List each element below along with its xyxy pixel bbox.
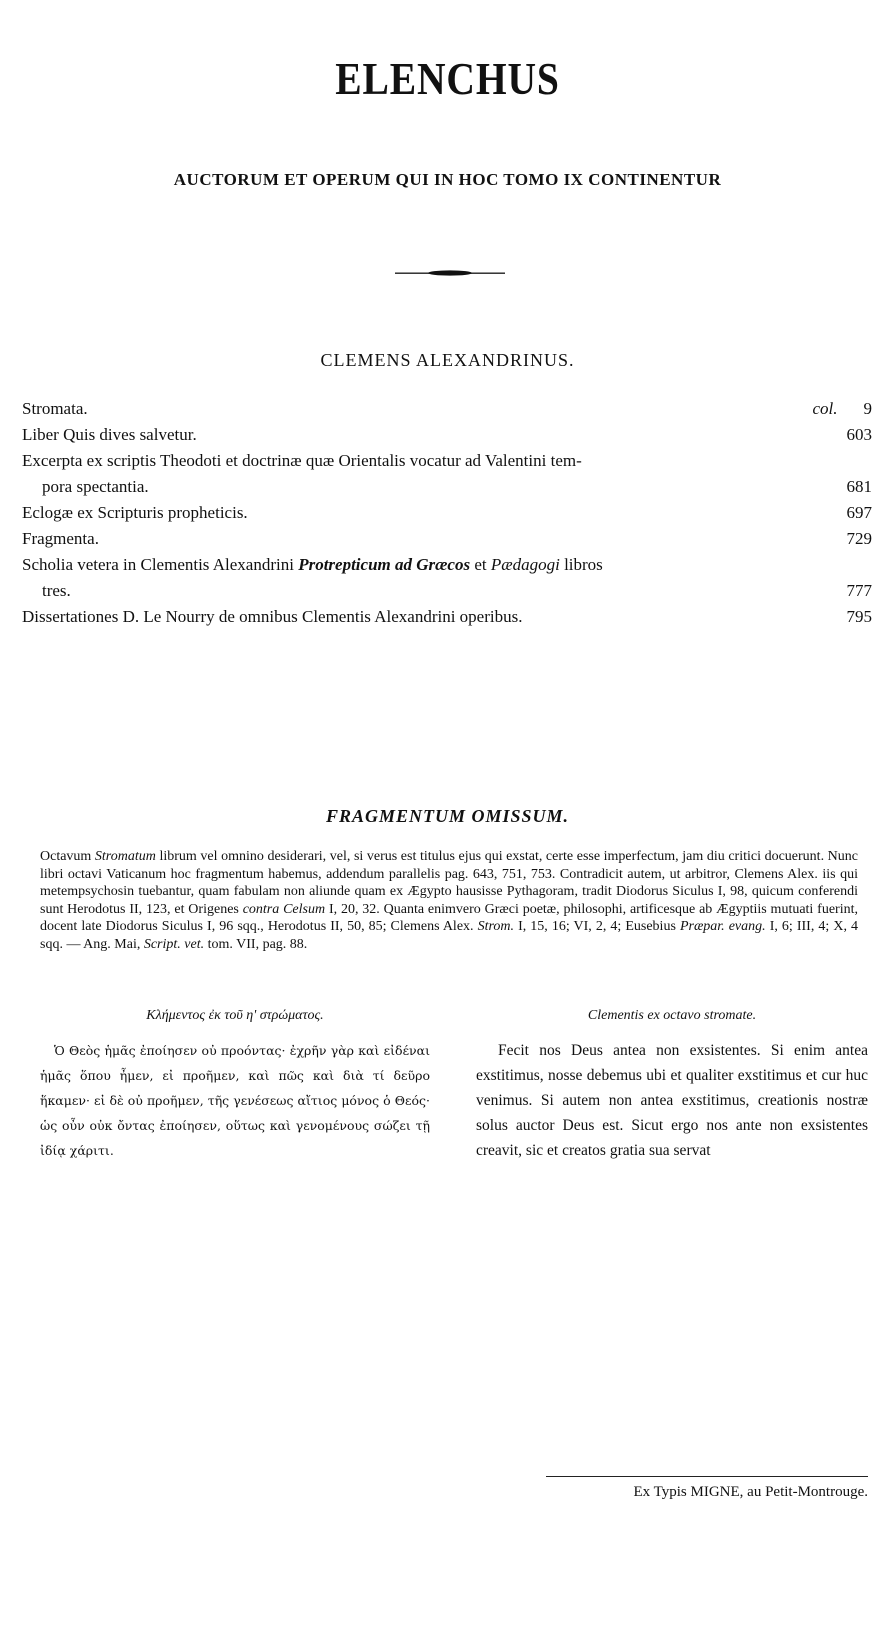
toc-entry-quis-dives [22,422,872,448]
latin-column [476,1008,868,1163]
toc-entry-column: 697 [846,503,872,522]
imprint-rule [546,1476,868,1477]
toc-entry-text: Liber Quis dives salvetur. [22,425,197,444]
toc-text-part: et [470,555,491,574]
toc-text-part: libros [559,555,603,574]
latin-text: Fecit nos Deus antea non exsistentes. Si enim antea exstitimus, nosse debemus ubi et qualiter exstitimus et cur huc venimus. Si autem non antea exstitimus, creationis nostræ solus auctor Deus est. Sicut ergo nos ante non exsistentes creavit, sic et creatos gratia sua servat [476,1042,868,1159]
latin-heading: Clementis ex octavo stromate. [587,1008,757,1023]
note-text: tom. VII, pag. 88. [204,936,308,952]
fragment-title: FRAGMENTUM OMISSUM. [325,806,570,826]
toc-text-italic: Protrepticum ad Græcos [298,555,471,574]
note-text: I, 6; III, 4; X, 4 sqq. — Ang. Mai, [40,919,858,952]
note-text: I, 20, 32. Quanta enimvero Græci poetæ, philosophi, artificesque ab Ægyptiis mutuati fuerint, docent late Diodorus Siculus I, 96 sqq., Herodotus II, 50, 85; Clemens Alex. [40,901,858,935]
toc-entry-column: 681 [846,477,872,496]
col-number: 9 [863,399,872,418]
toc-entry-column: 777 [846,581,872,600]
greek-column [40,1008,430,1163]
toc-entry-column [812,396,872,422]
toc-entry-eclogae [22,500,872,526]
ornament-divider-icon [395,270,505,276]
note-italic: Strom. [477,919,515,935]
note-text: Octavum [40,849,95,864]
toc-entry-excerpta [22,448,872,500]
toc-entry-stromata [22,396,872,422]
greek-text: Ὁ Θεὸς ἡμᾶς ἐποίησεν οὐ προόντας· ἐχρῆν γὰρ καὶ εἰδέναι ἡμᾶς ὅπου ἦμεν, εἰ προῆμεν, καὶ πῶς καὶ διὰ τί δεῦρο ἥκαμεν· εἰ δὲ οὐ προῆμεν, τῆς γενέσεως αἴτιος μόνος ὁ Θεός· ὡς οὖν οὐκ ὄντας ἐποίησεν, οὕτως καὶ γενομένους σώζει τῇ ἰδίᾳ χάριτι. [40,1043,430,1158]
toc-entry-text: Stromata. [22,399,88,418]
page-subtitle: AUCTORUM ET OPERUM QUI IN HOC TOMO IX CONTINENTUR [173,170,722,189]
greek-heading: Κλήμεντος ἐκ τοῦ η' στρώματος. [146,1008,324,1023]
note-italic: Script. vet. [143,936,205,952]
toc-entry-text [22,552,824,578]
toc-entry-continuation: tres. [42,581,71,600]
toc-entry-column: 603 [846,425,872,444]
page-title: ELENCHUS [335,53,560,104]
note-italic: Stromatum [94,849,156,864]
toc-text-italic: Pædagogi [490,555,560,574]
note-text: I, 15, 16; VI, 2, 4; Eusebius [514,919,680,935]
toc-entry-text: Fragmenta. [22,529,99,548]
toc-entry-continuation: pora spectantia. [42,477,149,496]
toc-entry-dissertationes [22,604,872,630]
note-italic: contra Celsum [242,901,326,917]
toc-text-part: Scholia vetera in Clementis Alexandrini [22,555,299,574]
note-italic: Præpar. evang. [679,919,766,935]
toc-entry-text: Dissertationes D. Le Nourry de omnibus Clementis Alexandrini operibus. [22,607,523,626]
imprint: Ex Typis MIGNE, au Petit-Montrouge. [633,1484,868,1500]
fragment-note [40,848,858,954]
toc-entry-column: 795 [846,607,872,626]
author-heading: CLEMENS ALEXANDRINUS. [320,350,575,370]
toc-entry-column: 729 [846,529,872,548]
toc-entry-text: Eclogæ ex Scripturis propheticis. [22,503,248,522]
note-text: librum vel omnino desiderari, vel, si verus est titulus ejus qui exstat, certe esse imperfectum, jam diu critici docuerunt. Nunc libri octavi Vaticanum hoc fragmentum habemus, addendum parallelis pag. 643, 751, 753. Contradicit autem, ut arbitror, Clemens Alex. iis qui metempsychosin tuebantur, quam fabulam non aliunde quam ex Ægypto hausisse Pythagoram, tradit Diodorus Siculus I, 98, quicum conferendi sunt Herodotus II, 123, et Origenes [40,849,858,917]
toc-entry-text: Excerpta ex scriptis Theodoti et doctrinæ quæ Orientalis vocatur ad Valentini tem- [22,451,582,470]
col-label: col. [812,399,838,418]
toc-entry-fragmenta [22,526,872,552]
table-of-contents [22,396,872,630]
toc-entry-scholia [22,552,872,604]
